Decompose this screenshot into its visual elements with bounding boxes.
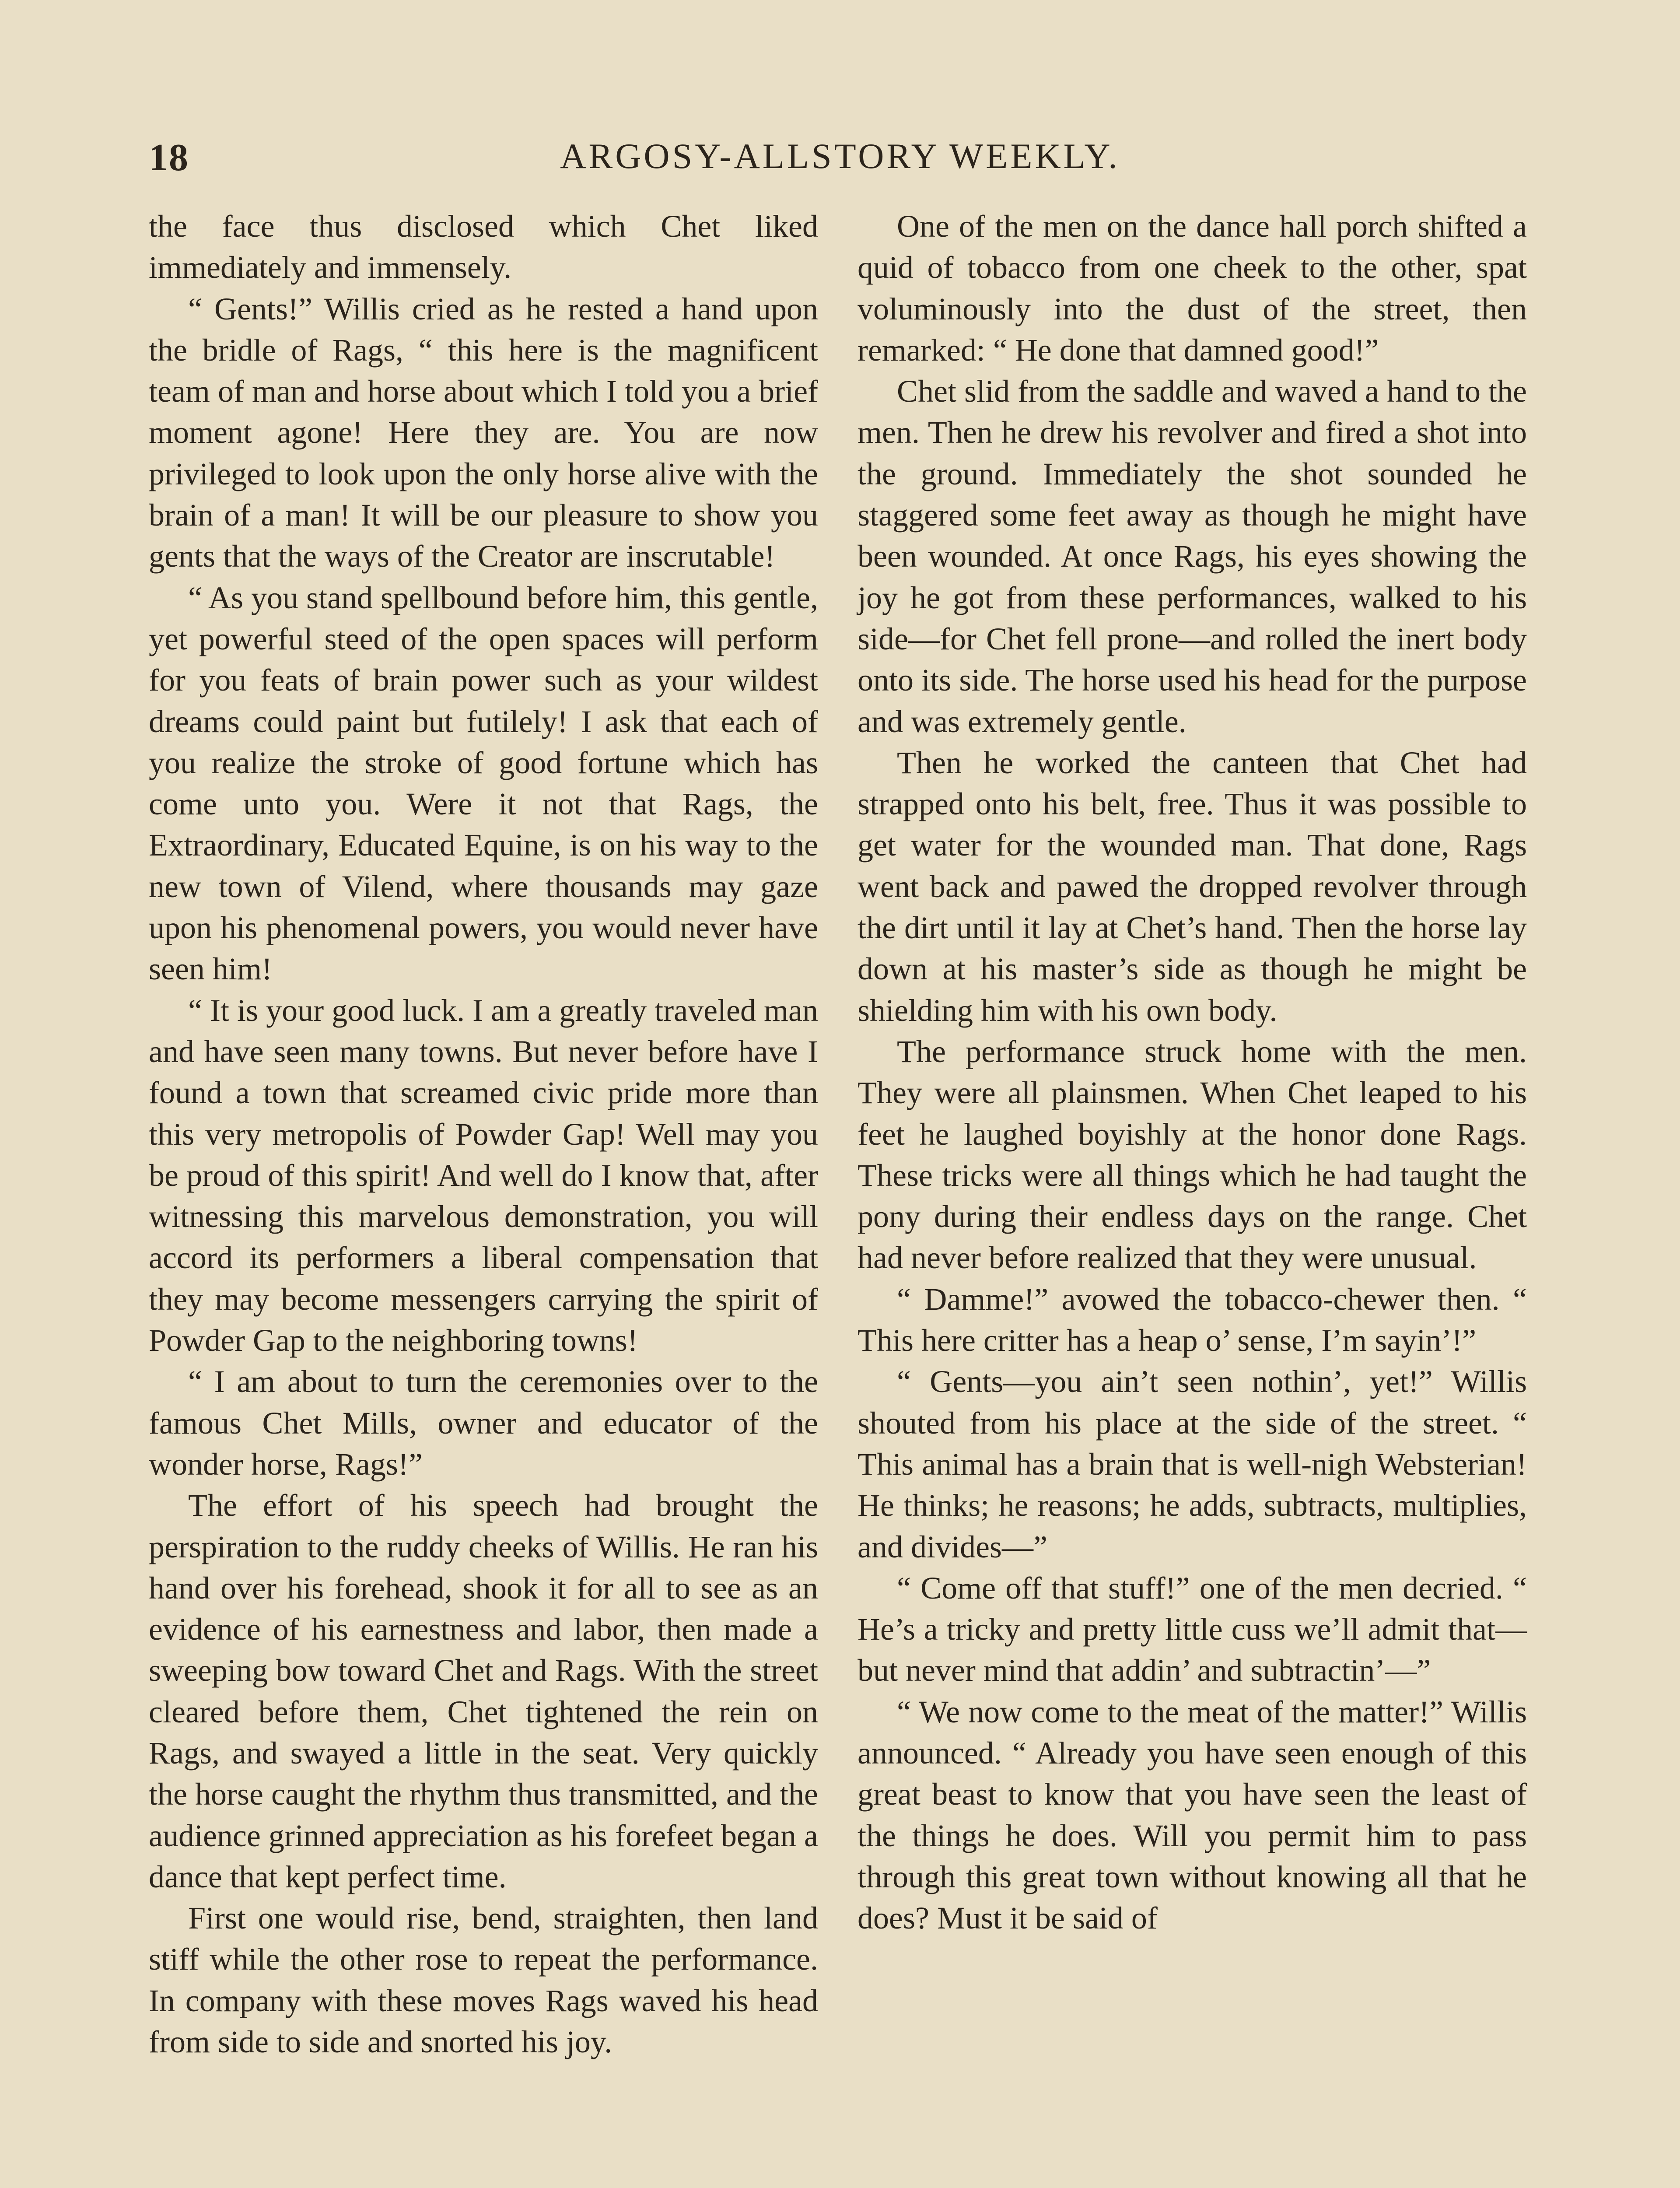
paragraph: “ As you stand spellbound before him, this gentle, yet powerful steed of the open spaces will perform for you feats of brain power such as your wildest dreams could paint but futilely! I ask that each of you realize the stroke of good fortune which has come unto you. Were it not that Rags, the Extraordinary, Educated Equine, is on his way to the new town of Vilend, where thousands may gaze upon his phenomenal powers, you would never have seen him! xyxy=(149,580,818,987)
paragraph: “ It is your good luck. I am a greatly traveled man and have seen many towns. But never before have I found a town that screamed civic pride more than this very metropolis of Powder Gap! Well may you be proud of this spirit! And well do I know that, after witnessing this marvelous demonstration, you will accord its performers a liberal compensation that they may become messengers carrying the spirit of Powder Gap to the neighboring towns! xyxy=(149,992,818,1358)
paragraph: One of the men on the dance hall porch shifted a quid of tobacco from one cheek to the other, spat voluminously into the dust of the street, then remarked: “ He done that damned good!” xyxy=(858,209,1527,368)
paragraph: “ Gents!” Willis cried as he rested a hand upon the bridle of Rags, “ this here is the magnificent team of man and horse about which I told you a brief moment agone! Here they are. You are now privileged to look upon the only horse alive with the brain of a man! It will be our pleasure to show you gents that the ways of the Creator are inscrutable! xyxy=(149,291,818,574)
paragraph: “ Damme!” avowed the tobacco-chewer then. “ This here critter has a heap o’ sense, I’m sayin’!” xyxy=(858,1281,1527,1358)
paragraph: Chet slid from the saddle and waved a hand to the men. Then he drew his revolver and fired a shot into the ground. Immediately the shot sounded he staggered some feet away as though he might have been wounded. At once Rags, his eyes showing the joy he got from these performances, walked to his side—for Chet fell prone—and rolled the inert body onto its side. The horse used his head for the purpose and was extremely gentle. xyxy=(858,374,1527,739)
page-number: 18 xyxy=(149,137,189,179)
paragraph: The performance struck home with the men. They were all plainsmen. When Chet leaped to his feet he laughed boyishly at the honor done Rags. These tricks were all things which he had taught the pony during their endless days on the range. Chet had never before realized that they were unusual. xyxy=(858,1034,1527,1276)
page-header xyxy=(149,127,1531,188)
paragraph: “ Come off that stuff!” one of the men decried. “ He’s a tricky and pretty little cuss we’ll admit that—but never mind that addin’ and subtractin’—” xyxy=(858,1570,1527,1688)
paragraph: The effort of his speech had brought the perspiration to the ruddy cheeks of Willis. He ran his hand over his forehead, shook it for all to see as an evidence of his earnestness and labor, then made a sweeping bow toward Chet and Rags. With the street cleared before them, Chet tightened the rein on Rags, and swayed a little in the seat. Very quickly the horse caught the rhythm thus transmitted, and the audience grinned appreciation as his forefeet began a dance that kept perfect time. xyxy=(149,1488,818,1894)
paragraph: “ We now come to the meat of the matter!” Willis announced. “ Already you have seen enough of this great beast to know that you have seen the least of the things he does. Will you permit him to pass through this great town without knowing all that he does? Must it be said of xyxy=(858,1694,1527,1936)
paragraph: “ Gents—you ain’t seen nothin’, yet!” Willis shouted from his place at the side of the street. “ This animal has a brain that is well-nigh Websterian! He thinks; he reasons; he adds, subtracts, multiplies, and divides—” xyxy=(858,1364,1527,1564)
right-column xyxy=(858,206,1527,1939)
left-column xyxy=(149,206,818,2062)
running-head: ARGOSY-ALLSTORY WEEKLY. xyxy=(560,136,1120,176)
paragraph: “ I am about to turn the ceremonies over to the famous Chet Mills, owner and educator of the wonder horse, Rags!” xyxy=(149,1364,818,1482)
paragraph: the face thus disclosed which Chet liked immediately and immensely. xyxy=(149,209,818,285)
paragraph: First one would rise, bend, straighten, then land stiff while the other rose to repeat the performance. In company with these moves Rags waved his head from side to side and snorted his joy. xyxy=(149,1900,818,2060)
paragraph: Then he worked the canteen that Chet had strapped onto his belt, free. Thus it was possible to get water for the wounded man. That done, Rags went back and pawed the dropped revolver through the dirt until it lay at Chet’s hand. Then the horse lay down at his master’s side as though he might be shielding him with his own body. xyxy=(858,745,1527,1028)
